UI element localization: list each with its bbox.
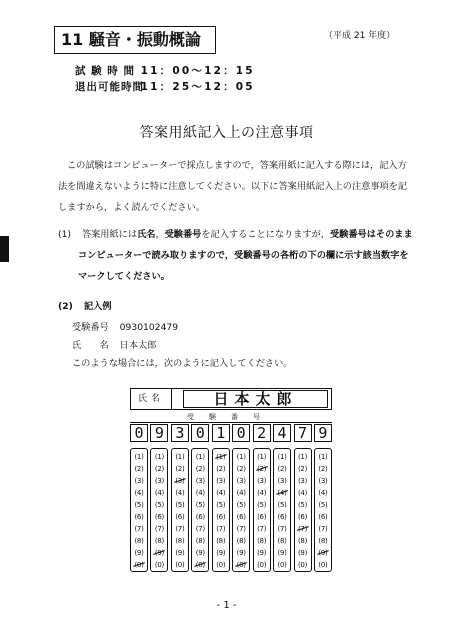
mark-bubble[interactable]: (2): [318, 465, 328, 473]
mark-bubble[interactable]: (2): [154, 465, 164, 473]
mark-bubble-filled[interactable]: (2): [254, 463, 270, 475]
mark-bubble[interactable]: (8): [257, 537, 267, 545]
mark-column: [191, 448, 209, 572]
mark-bubble[interactable]: (8): [318, 537, 328, 545]
mark-bubble[interactable]: (4): [195, 489, 205, 497]
mark-bubble[interactable]: (5): [318, 501, 328, 509]
mark-bubble[interactable]: (7): [175, 525, 185, 533]
mark-column: [171, 448, 189, 572]
mark-bubble[interactable]: (1): [175, 453, 185, 461]
mark-bubble[interactable]: (7): [134, 525, 144, 533]
subject-title: 11 騒音・振動概論: [54, 26, 216, 54]
note-1-line: コンピューターで読み取りますので，受験番号の各桁の下の欄に示す該当数字を: [78, 250, 409, 261]
mark-bubble[interactable]: (9): [216, 549, 226, 557]
mark-column: [314, 448, 332, 572]
mark-bubble[interactable]: (3): [236, 477, 246, 485]
example-name-row: [58, 337, 428, 355]
exit-time-value: 11：25〜12：05: [140, 81, 255, 93]
intro-line: この試験はコンピューターで採点しますので，答案用紙に記入する際には，記入方: [67, 160, 407, 171]
mark-bubble[interactable]: (4): [175, 489, 185, 497]
mark-bubble[interactable]: (0): [216, 561, 226, 569]
number-label-divider: [130, 422, 332, 423]
note-1-marker: (1): [58, 229, 72, 240]
mark-bubble[interactable]: (3): [154, 477, 164, 485]
mark-bubble[interactable]: (3): [216, 477, 226, 485]
mark-bubble[interactable]: (1): [257, 453, 267, 461]
mark-bubble[interactable]: (9): [257, 549, 267, 557]
mark-bubble[interactable]: (6): [134, 513, 144, 521]
digit-box: 1: [212, 424, 230, 442]
mark-bubble[interactable]: (4): [134, 489, 144, 497]
mark-bubble[interactable]: (5): [236, 501, 246, 509]
mark-bubble-filled[interactable]: (4): [274, 487, 290, 499]
note-1-text: ，: [155, 229, 165, 240]
mark-bubble[interactable]: (1): [297, 453, 307, 461]
mark-bubble[interactable]: (0): [175, 561, 185, 569]
exam-year: （平成 21 年度）: [324, 31, 396, 41]
digit-row: [130, 424, 332, 442]
mark-bubble[interactable]: (7): [195, 525, 205, 533]
mark-bubble[interactable]: (6): [297, 513, 307, 521]
mark-bubble[interactable]: (5): [154, 501, 164, 509]
digit-box: 2: [253, 424, 271, 442]
example-name-value: 日本太郎: [119, 340, 157, 351]
mark-bubble[interactable]: (3): [297, 477, 307, 485]
intro-line: しますから，よく読んでください。: [58, 202, 205, 213]
mark-bubble[interactable]: (7): [257, 525, 267, 533]
side-tab-marker: [0, 236, 9, 262]
mark-bubble[interactable]: (8): [195, 537, 205, 545]
mark-bubble[interactable]: (6): [318, 513, 328, 521]
digit-box: 4: [273, 424, 291, 442]
mark-bubble[interactable]: (8): [297, 537, 307, 545]
mark-bubble[interactable]: (8): [134, 537, 144, 545]
mark-bubble[interactable]: (4): [318, 489, 328, 497]
mark-grid: [130, 448, 332, 572]
exit-time-label: 退出可能時間: [75, 81, 144, 93]
mark-column: [273, 448, 291, 572]
example-number-row: [58, 319, 428, 337]
mark-bubble[interactable]: (6): [236, 513, 246, 521]
mark-bubble[interactable]: (6): [175, 513, 185, 521]
name-box-value: 日本太郎: [183, 390, 328, 408]
mark-bubble[interactable]: (8): [175, 537, 185, 545]
mark-bubble[interactable]: (0): [154, 561, 164, 569]
mark-bubble[interactable]: (4): [257, 489, 267, 497]
exam-time-label: 試 験 時 間: [75, 65, 135, 77]
mark-bubble[interactable]: (0): [297, 561, 307, 569]
note-2-heading-row: [58, 296, 428, 317]
note-1-bold-number: 受験番号: [164, 229, 202, 240]
mark-bubble[interactable]: (6): [216, 513, 226, 521]
mark-bubble[interactable]: (2): [175, 465, 185, 473]
digit-box: 0: [130, 424, 148, 442]
mark-bubble[interactable]: (9): [195, 549, 205, 557]
page-title: 答案用紙記入上の注意事項: [139, 125, 314, 141]
mark-bubble[interactable]: (9): [134, 549, 144, 557]
mark-bubble[interactable]: (6): [154, 513, 164, 521]
note-2: [58, 296, 428, 373]
mark-bubble[interactable]: (8): [236, 537, 246, 545]
mark-bubble[interactable]: (2): [195, 465, 205, 473]
mark-bubble[interactable]: (4): [297, 489, 307, 497]
digit-box: 9: [150, 424, 168, 442]
digit-box: 9: [314, 424, 332, 442]
intro-line: 法を間違えないように特に注意してください。以下に答案用紙記入上の注意事項を記: [58, 181, 408, 192]
note-2-marker: (2): [58, 301, 73, 312]
mark-bubble[interactable]: (7): [216, 525, 226, 533]
mark-bubble[interactable]: (3): [195, 477, 205, 485]
note-1-bold-text: 受験番号はそのまま: [330, 229, 413, 240]
exit-time-row: [75, 79, 255, 94]
note-1-line: [58, 224, 428, 245]
mark-bubble[interactable]: (4): [236, 489, 246, 497]
mark-bubble[interactable]: (2): [216, 465, 226, 473]
mark-column: [253, 448, 271, 572]
note-2-heading: 記入例: [84, 301, 112, 312]
mark-bubble-filled[interactable]: (1): [213, 451, 229, 463]
page-number: - 1 -: [216, 600, 237, 611]
mark-bubble[interactable]: (8): [154, 537, 164, 545]
answer-sheet-sample: [130, 388, 332, 574]
digit-box: 7: [294, 424, 312, 442]
exam-time-row: [75, 63, 255, 78]
mark-bubble[interactable]: (1): [318, 453, 328, 461]
example-name-label: 氏 名: [72, 340, 109, 351]
mark-bubble[interactable]: (8): [277, 537, 287, 545]
mark-bubble[interactable]: (1): [195, 453, 205, 461]
note-1-text: 答案用紙には: [81, 229, 138, 240]
mark-bubble[interactable]: (2): [297, 465, 307, 473]
digit-box: 0: [232, 424, 250, 442]
name-box: [130, 388, 332, 410]
mark-bubble[interactable]: (5): [216, 501, 226, 509]
mark-bubble[interactable]: (3): [277, 477, 287, 485]
mark-bubble-filled[interactable]: (0): [131, 559, 147, 571]
mark-bubble[interactable]: (9): [175, 549, 185, 557]
mark-bubble[interactable]: (6): [195, 513, 205, 521]
mark-bubble[interactable]: (7): [154, 525, 164, 533]
mark-bubble[interactable]: (6): [277, 513, 287, 521]
mark-bubble-filled[interactable]: (9): [151, 547, 167, 559]
mark-bubble[interactable]: (2): [134, 465, 144, 473]
mark-bubble-filled[interactable]: (7): [295, 523, 311, 535]
note-1-bold-name: 氏名: [137, 229, 156, 240]
mark-bubble[interactable]: (2): [277, 465, 287, 473]
exam-time-value: 11：00〜12：15: [140, 65, 255, 77]
example-number-value: 0930102479: [119, 322, 179, 333]
mark-bubble[interactable]: (1): [134, 453, 144, 461]
mark-bubble[interactable]: (8): [216, 537, 226, 545]
mark-column: [232, 448, 250, 572]
mark-column: [150, 448, 168, 572]
mark-bubble[interactable]: (6): [257, 513, 267, 521]
mark-bubble[interactable]: (7): [277, 525, 287, 533]
mark-bubble[interactable]: (5): [175, 501, 185, 509]
mark-bubble[interactable]: (7): [318, 525, 328, 533]
mark-bubble[interactable]: (0): [277, 561, 287, 569]
mark-bubble[interactable]: (7): [236, 525, 246, 533]
note-1: [58, 224, 428, 287]
mark-bubble-filled[interactable]: (9): [315, 547, 331, 559]
mark-bubble[interactable]: (5): [134, 501, 144, 509]
note-1-text: を記入することになりますが，: [201, 229, 330, 240]
mark-bubble[interactable]: (1): [154, 453, 164, 461]
mark-bubble[interactable]: (3): [134, 477, 144, 485]
mark-bubble-filled[interactable]: (0): [192, 559, 208, 571]
mark-bubble[interactable]: (3): [318, 477, 328, 485]
intro-paragraph: [58, 155, 418, 218]
mark-column: [212, 448, 230, 572]
mark-bubble[interactable]: (5): [277, 501, 287, 509]
mark-bubble-filled[interactable]: (3): [172, 475, 188, 487]
mark-column: [130, 448, 148, 572]
example-number-label: 受験番号: [72, 322, 109, 333]
example-instruction: このような場合には，次のように記入してください。: [72, 358, 293, 369]
mark-column: [294, 448, 312, 572]
mark-bubble[interactable]: (4): [216, 489, 226, 497]
note-1-line: マークしてください。: [78, 271, 170, 282]
mark-bubble[interactable]: (0): [318, 561, 328, 569]
mark-bubble[interactable]: (9): [236, 549, 246, 557]
digit-box: 0: [191, 424, 209, 442]
mark-bubble[interactable]: (5): [195, 501, 205, 509]
mark-bubble[interactable]: (5): [257, 501, 267, 509]
mark-bubble[interactable]: (3): [257, 477, 267, 485]
name-box-label: 氏名: [131, 389, 172, 409]
digit-box: 3: [171, 424, 189, 442]
mark-bubble-filled[interactable]: (0): [233, 559, 249, 571]
mark-bubble[interactable]: (9): [297, 549, 307, 557]
mark-bubble[interactable]: (2): [236, 465, 246, 473]
mark-bubble[interactable]: (0): [257, 561, 267, 569]
mark-bubble[interactable]: (1): [236, 453, 246, 461]
mark-bubble[interactable]: (1): [277, 453, 287, 461]
mark-bubble[interactable]: (5): [297, 501, 307, 509]
mark-bubble[interactable]: (4): [154, 489, 164, 497]
mark-bubble[interactable]: (9): [277, 549, 287, 557]
number-box-label: 受験番号: [187, 413, 275, 421]
